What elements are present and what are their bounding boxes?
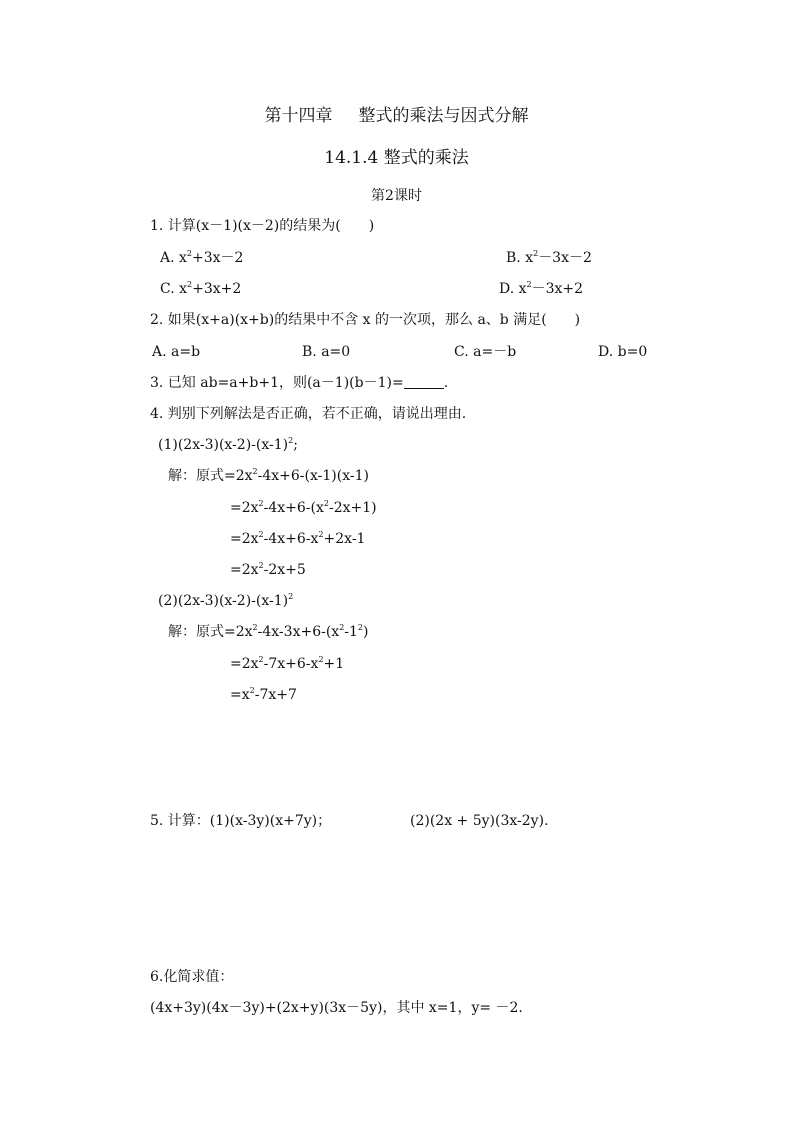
question-5-part2: (2)(2x + 5y)(3x-2y). <box>410 813 549 829</box>
question-6-expression: (4x+3y)(4x－3y)+(2x+y)(3x－5y)，其中 x=1，y= －2. <box>150 1000 523 1016</box>
question-3-stem: 3. 已知 ab=a+b+1，则(a－1)(b－1)= . <box>150 375 449 391</box>
section-title: 14.1.4 整式的乘法 <box>324 148 469 168</box>
q2-option-a: A. a=b <box>152 344 201 360</box>
q4-part1-step4: $=2x^2-2x+5$ <box>230 561 306 578</box>
q1-option-c: C. $x^2+3x+2$ <box>160 280 242 297</box>
q4-part1-problem: $(1)(2x-3)(x-2)-(x-1)^2$; <box>158 436 298 453</box>
q2-option-c: C. a=－b <box>454 344 517 360</box>
q2-option-d: D. b=0 <box>598 344 648 360</box>
q4-part1-step1: 解：原式$=2x^2-4x+6-(x-1)(x-1)$ <box>168 467 369 484</box>
q4-part1-step3: $=2x^2-4x+6-x^2+2x-1$ <box>230 530 366 547</box>
chapter-label: 第十四章 <box>264 106 333 126</box>
chapter-title-line <box>0 105 793 127</box>
q4-part1-step2: $=2x^2-4x+6-(x^2-2x+1)$ <box>230 499 377 516</box>
q1-option-b: B. $x^2-3x-2$ <box>506 249 592 266</box>
question-1-stem: 1. 计算(x－1)(x－2)的结果为( ) <box>150 218 375 234</box>
chapter-name: 整式的乘法与因式分解 <box>358 106 529 126</box>
q4-part2-step1: 解：原式$=2x^2-4x-3x+6-(x^2-1^2)$ <box>168 623 369 640</box>
answer-blank[interactable] <box>404 374 444 389</box>
question-2-stem: 2. 如果(x+a)(x+b)的结果中不含 x 的一次项，那么 a、b 满足( ) <box>150 312 581 328</box>
lesson-label: 第2课时 <box>371 188 422 204</box>
q4-part2-step3: $=x^2-7x+7$ <box>230 686 297 703</box>
q1-option-a: A. $x^2+3x-2$ <box>160 249 244 266</box>
question-5-part1: 5. 计算：(1)(x-3y)(x+7y)； <box>150 813 332 829</box>
q2-option-b: B. a=0 <box>302 344 351 360</box>
question-6-stem: 6.化简求值： <box>150 969 234 985</box>
q4-part2-step2: $=2x^2-7x+6-x^2+1$ <box>230 655 345 672</box>
question-4-stem: 4. 判别下列解法是否正确，若不正确，请说出理由. <box>150 406 467 422</box>
q4-part2-problem: $(2)(2x-3)(x-2)-(x-1)^2$ <box>158 592 294 609</box>
q1-option-d: D. $x^2-3x+2$ <box>499 280 584 297</box>
